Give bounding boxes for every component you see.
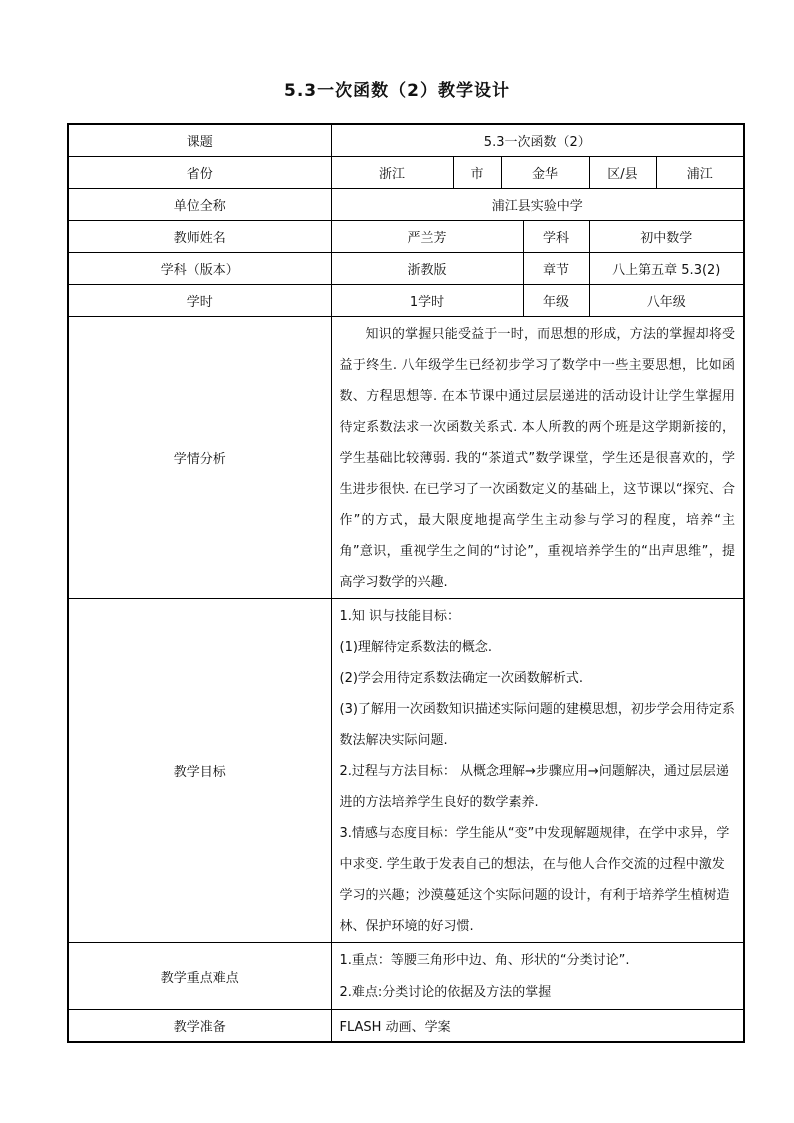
- analysis-label: 学情分析: [68, 317, 331, 599]
- hours-value: 1学时: [331, 285, 523, 317]
- row-prep: [68, 1010, 744, 1043]
- city-label: 市: [453, 157, 501, 189]
- row-goals: [68, 599, 744, 943]
- grade-value: 八年级: [589, 285, 744, 317]
- row-analysis: [68, 317, 744, 599]
- topic-value: 5.3一次函数（2）: [331, 124, 744, 157]
- goal-line: 2.过程与方法目标： 从概念理解→步骤应用→问题解决，通过层层递进的方法培养学生良好的数学素养.: [339, 764, 729, 810]
- goals-label: 教学目标: [68, 599, 331, 943]
- goals-content: [331, 599, 744, 943]
- row-unit: [68, 189, 744, 221]
- unit-value: 浦江县实验中学: [331, 189, 744, 221]
- unit-label: 单位全称: [68, 189, 331, 221]
- edition-value: 浙教版: [331, 253, 523, 285]
- teacher-label: 教师姓名: [68, 221, 331, 253]
- page-title: 5.3一次函数（2）教学设计: [284, 81, 510, 101]
- goal-line: (1)理解待定系数法的概念.: [339, 640, 493, 655]
- province-value: 浙江: [331, 157, 453, 189]
- chapter-label: 章节: [523, 253, 589, 285]
- topic-label: 课题: [68, 124, 331, 157]
- key-point-line: 1.重点：等腰三角形中边、角、形状的“分类讨论”.: [339, 953, 630, 968]
- prep-label: 教学准备: [68, 1010, 331, 1043]
- analysis-text: 知识的掌握只能受益于一时，而思想的形成，方法的掌握却将受益于终生. 八年级学生已经初步学习了数学中一些主要思想，比如函数、方程思想等. 在本节课中通过层层递进的活动设计让学生掌握用待定系数法求一次函数关系式. 本人所教的两个班是这学期新接的，学生基础比较薄弱. 我的“茶道式”数学课堂，学生还是很喜欢的，学生进步很快. 在已学习了一次函数定义的基础上，这节课以“探究、合作”的方式，最大限度地提高学生主动参与学习的程度，培养“主角”意识，重视学生之间的“讨论”，重视培养学生的“出声思维”，提高学习数学的兴趣.: [331, 317, 744, 599]
- goal-line: 3.情感与态度目标：学生能从“变”中发现解题规律，在学中求异，学中求变. 学生敢于发表自己的想法，在与他人合作交流的过程中激发学习的兴趣；沙漠蔓延这个实际问题的设计，有利于培养学生植树造林、保护环境的好习惯.: [339, 826, 730, 934]
- grade-label: 年级: [523, 285, 589, 317]
- chapter-value: 八上第五章 5.3(2): [589, 253, 744, 285]
- lesson-plan-table: [67, 123, 745, 1043]
- row-hours: [68, 285, 744, 317]
- row-key-points: [68, 943, 744, 1010]
- province-label: 省份: [68, 157, 331, 189]
- prep-value: FLASH 动画、学案: [331, 1010, 744, 1043]
- row-topic: [68, 124, 744, 157]
- key-points-content: [331, 943, 744, 1010]
- subject-label: 学科: [523, 221, 589, 253]
- key-point-line: 2.难点:分类讨论的依据及方法的掌握: [339, 985, 552, 1000]
- key-points-label: 教学重点难点: [68, 943, 331, 1010]
- row-teacher: [68, 221, 744, 253]
- goal-line: 1.知 识与技能目标：: [339, 609, 461, 624]
- district-value: 浦江: [656, 157, 744, 189]
- row-edition: [68, 253, 744, 285]
- district-label: 区/县: [589, 157, 656, 189]
- hours-label: 学时: [68, 285, 331, 317]
- goal-line: (3)了解用一次函数知识描述实际问题的建模思想，初步学会用待定系数法解决实际问题.: [339, 702, 735, 748]
- subject-value: 初中数学: [589, 221, 744, 253]
- city-value: 金华: [501, 157, 589, 189]
- goal-line: (2)学会用待定系数法确定一次函数解析式.: [339, 671, 584, 686]
- teacher-value: 严兰芳: [331, 221, 523, 253]
- row-province: [68, 157, 744, 189]
- edition-label: 学科（版本）: [68, 253, 331, 285]
